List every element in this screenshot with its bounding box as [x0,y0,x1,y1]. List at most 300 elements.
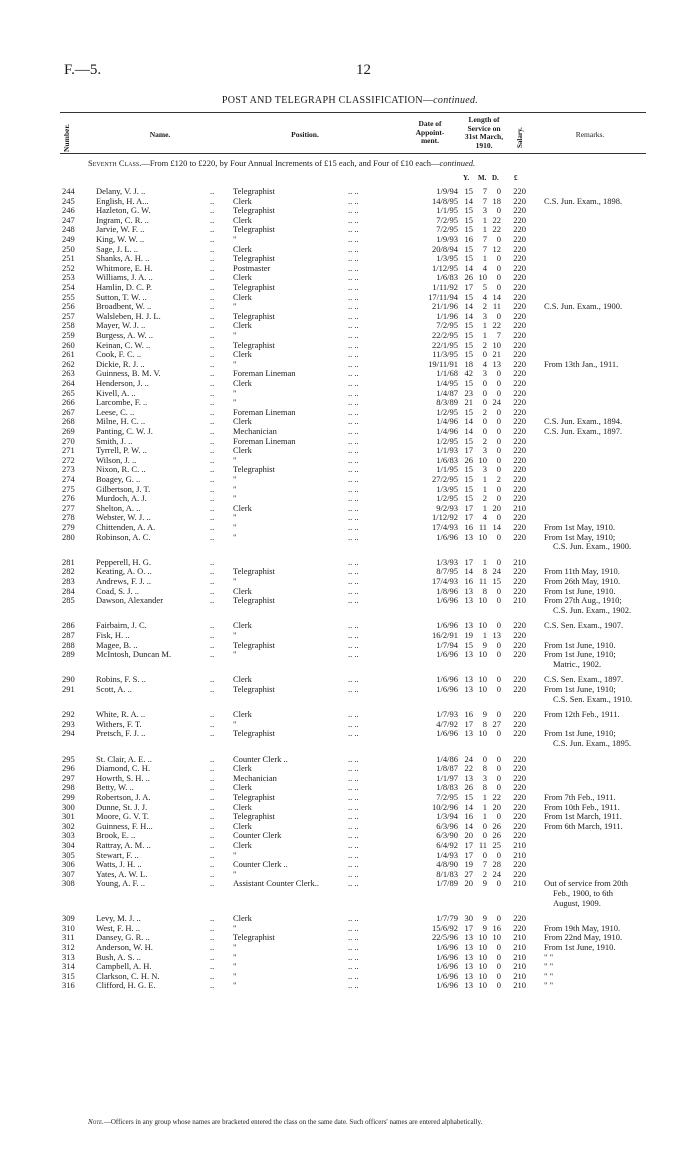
row-remarks: From 26th May, 1910. [544,576,621,586]
row-months: 9 [482,913,487,924]
row-position: " [233,718,237,729]
row-months: 3 [482,310,487,321]
row-years: 13 [464,649,473,660]
table-row [0,186,700,196]
row-months: 7 [482,234,487,244]
row-years: 20 [464,830,473,841]
row-number: 247 [62,214,75,225]
row-salary: 210 [513,961,526,972]
row-number: 308 [62,878,75,889]
row-number: 315 [62,970,75,981]
row-salary: 220 [513,205,526,216]
table-row [0,426,700,436]
row-days: 0 [496,913,501,924]
row-appointment-date: 1/12/95 [432,262,458,273]
row-months: 2 [482,868,487,879]
row-name: Sage, J. L. .. [96,243,139,254]
row-number: 267 [62,406,75,417]
row-years: 15 [464,330,473,340]
row-position: " [233,493,237,504]
leader-dots: .. .. [348,301,359,312]
row-number: 270 [62,435,75,446]
table-row [0,802,700,812]
row-remarks: C.S. Sen. Exam., 1897. [544,674,624,685]
leader-dots: .. .. [348,566,359,577]
leader-dots: .. .. [348,310,359,321]
row-months: 4 [482,262,487,273]
row-name: Keating, A. O. .. [96,566,152,577]
row-position: " [233,630,237,640]
row-salary: 220 [513,811,526,822]
row-name: Broadbent, W. .. [96,301,152,312]
row-number: 276 [62,493,75,504]
remark-continuation: Matric., 1902. [553,658,602,669]
row-years: 17 [464,840,473,850]
leader-dots: .. .. [348,435,359,446]
row-number: 274 [62,474,75,484]
row-position: " [233,301,237,312]
row-name: Levy, M. J. .. [96,913,141,924]
row-remarks: C.S. Jun. Exam., 1900. [544,301,623,312]
row-days: 14 [492,522,501,532]
row-appointment-date: 19/11/91 [428,358,458,369]
table-row [0,684,700,694]
leader-dots: .. .. [348,358,359,369]
remark-continuation: C.S. Jun. Exam., 1900. [553,541,632,552]
row-number: 277 [62,502,75,513]
row-years: 16 [464,709,473,720]
row-years: 15 [464,378,473,388]
table-row [0,719,700,729]
row-appointment-date: 1/1/68 [436,368,458,379]
row-name: Hazleton, G. W. [96,205,151,216]
row-years: 13 [464,674,473,685]
row-name: Gilbertson, J. T. [96,483,151,494]
row-years: 19 [464,859,473,870]
leader-dots: .. [210,630,215,640]
row-name: Mayer, W. J. .. [96,320,146,331]
row-position: " [233,234,237,244]
leader-dots: .. [210,291,215,302]
row-appointment-date: 1/6/96 [436,531,458,542]
row-name: Dunne, St. J. J. [96,801,148,812]
row-appointment-date: 8/1/83 [436,868,458,879]
row-salary: 220 [513,585,526,596]
row-years: 17 [464,445,473,456]
row-salary: 220 [513,522,526,532]
row-position: Clerk [233,801,252,812]
row-appointment-date: 1/3/94 [436,811,458,822]
row-months: 10 [478,684,487,694]
row-days: 0 [496,970,501,981]
row-salary: 220 [513,913,526,924]
row-days: 11 [492,301,501,312]
row-salary: 220 [513,310,526,321]
row-months: 7 [482,186,487,196]
row-months: 11 [478,576,487,586]
row-appointment-date: 1/6/83 [436,272,458,283]
leader-dots: .. .. [348,728,359,739]
row-days: 0 [496,595,501,606]
row-months: 10 [478,272,487,283]
row-salary: 220 [513,320,526,331]
row-number: 292 [62,709,75,720]
row-days: 0 [496,406,501,417]
table-row [0,196,700,206]
leader-dots: .. [210,454,215,465]
row-days: 0 [496,205,501,216]
leader-dots: .. [210,772,215,783]
row-months: 3 [482,445,487,456]
row-salary: 220 [513,253,526,264]
row-appointment-date: 1/6/96 [436,728,458,739]
table-row [0,595,700,605]
row-months: 1 [482,214,487,225]
row-salary: 220 [513,576,526,586]
row-years: 30 [464,913,473,924]
leader-dots: .. [210,531,215,542]
row-remarks: From 22nd May, 1910. [544,932,623,943]
leader-dots: .. [210,243,215,254]
row-days: 24 [492,566,501,577]
row-salary: 220 [513,531,526,542]
row-remarks: From 1st June, 1910; [544,684,616,694]
table-row [0,464,700,474]
header-number: Number. [62,124,71,152]
row-years: 15 [464,493,473,504]
row-years: 17 [464,502,473,513]
row-number: 288 [62,639,75,650]
row-position: Clerk [233,620,252,631]
row-position: Telegraphist [233,282,275,292]
row-months: 10 [478,980,487,991]
leader-dots: .. [210,224,215,235]
row-appointment-date: 7/2/95 [436,792,458,802]
table-row [0,942,700,952]
row-position: Telegraphist [233,310,275,321]
row-position: Clerk [233,913,252,924]
row-days: 0 [496,639,501,650]
leader-dots: .. .. [348,234,359,244]
row-appointment-date: 17/4/93 [432,522,458,532]
leader-dots: .. [210,649,215,660]
table-row [0,282,700,292]
row-years: 13 [464,595,473,606]
row-position: Clerk [233,320,252,331]
page-title [0,95,700,106]
leader-dots: .. [210,272,215,283]
row-position: Telegraphist [233,932,275,943]
row-name: Clifford, H. G. E. [96,980,156,991]
row-name: Betty, W. .. [96,782,134,793]
row-months: 10 [478,942,487,952]
row-months: 1 [482,224,487,235]
row-remarks: From 7th Feb., 1911. [544,792,616,802]
row-number: 285 [62,595,75,606]
row-months: 10 [478,674,487,685]
row-number: 245 [62,195,75,206]
table-row [0,532,700,542]
row-months: 1 [482,483,487,494]
row-name: Robinson, A. C. [96,531,151,542]
row-number: 316 [62,980,75,991]
header-name: Name. [149,130,171,139]
row-position: Telegraphist [233,253,275,264]
leader-dots: .. .. [348,416,359,427]
row-appointment-date: 1/6/96 [436,970,458,981]
row-position: Clerk [233,782,252,793]
row-appointment-date: 1/3/95 [436,253,458,264]
row-months: 11 [478,522,487,532]
row-days: 0 [496,378,501,388]
row-years: 13 [464,932,473,943]
row-name: Ingram, C. R. .. [96,214,149,225]
row-years: 13 [464,728,473,739]
row-salary: 220 [513,291,526,302]
table-row [0,493,700,503]
row-name: Dickie, R. J. .. [96,358,145,369]
leader-dots: .. [210,801,215,812]
row-salary: 220 [513,684,526,694]
row-position: " [233,474,237,484]
row-remarks: From 27th Aug., 1910; [544,595,622,606]
row-number: 259 [62,330,75,340]
row-years: 13 [464,684,473,694]
page-number: 12 [356,62,371,78]
leader-dots: .. .. [348,913,359,924]
table-row [0,484,700,494]
leader-dots: .. .. [348,859,359,870]
row-days: 0 [496,980,501,991]
table-row [0,630,700,640]
leader-dots: .. [210,186,215,196]
table-row [0,728,700,738]
row-months: 10 [478,649,487,660]
row-appointment-date: 1/6/96 [436,620,458,631]
leader-dots: .. .. [348,942,359,952]
table-row [0,397,700,407]
row-number: 311 [62,932,75,943]
row-remarks: From 13th Jan., 1911. [544,358,619,369]
row-name: Clarkson, C. H. N. [96,970,160,981]
row-salary: 220 [513,718,526,729]
leader-dots: .. .. [348,772,359,783]
row-number: 310 [62,922,75,933]
table-row [0,416,700,426]
row-position: Telegraphist [233,339,275,350]
row-position: Clerk [233,502,252,513]
row-remarks: From 12th Feb., 1911. [544,709,620,720]
row-salary: 220 [513,330,526,340]
table-row [0,272,700,282]
row-days: 0 [496,416,501,427]
row-years: 16 [464,522,473,532]
row-appointment-date: 7/2/95 [436,214,458,225]
row-months: 9 [482,922,487,933]
col-y-label: Y. [463,174,470,182]
row-years: 17 [464,282,473,292]
leader-dots: .. [210,932,215,943]
row-position: " [233,397,237,408]
row-days: 0 [496,753,501,764]
row-months: 9 [482,639,487,650]
table-row [0,368,700,378]
table-row [0,445,700,455]
leader-dots: .. [210,922,215,933]
row-salary: 220 [513,272,526,283]
leader-dots: .. [210,522,215,532]
row-remarks: From 1st May, 1910; [544,531,616,542]
row-position: Mechanician [233,772,277,783]
row-years: 14 [464,301,473,312]
row-days: 0 [496,772,501,783]
row-name: Jarvie, W. F. .. [96,224,145,235]
row-name: Chittenden, A. A. [96,522,156,532]
table-row [0,811,700,821]
row-position: " [233,531,237,542]
leader-dots: .. [210,753,215,764]
row-days: 22 [492,320,501,331]
row-appointment-date: 27/2/95 [432,474,458,484]
row-name: Moore, G. V. T. [96,811,149,822]
leader-dots: .. .. [348,320,359,331]
row-months: 0 [482,387,487,398]
row-appointment-date: 1/6/96 [436,961,458,972]
row-appointment-date: 6/4/92 [436,840,458,850]
row-name: Milne, H. C. .. [96,416,146,427]
leader-dots: .. .. [348,674,359,685]
row-years: 15 [464,205,473,216]
row-name: Guinness, F. H... [96,820,153,831]
row-appointment-date: 1/8/83 [436,782,458,793]
row-years: 15 [464,474,473,484]
row-years: 24 [464,753,473,764]
leader-dots: .. [210,234,215,244]
row-remarks: From 19th May, 1910. [544,922,621,933]
row-position: Telegraphist [233,595,275,606]
row-name: Smith, J. .. [96,435,133,446]
table-row [0,566,700,576]
row-days: 0 [496,674,501,685]
row-years: 13 [464,772,473,783]
leader-dots: .. .. [348,483,359,494]
leader-dots: .. [210,868,215,879]
row-salary: 220 [513,454,526,465]
row-salary: 220 [513,282,526,292]
row-days: 13 [492,358,501,369]
row-position: Mechanician [233,426,277,436]
leader-dots: .. [210,493,215,504]
row-appointment-date: 7/2/95 [436,224,458,235]
row-days: 24 [492,397,501,408]
row-days: 0 [496,368,501,379]
row-name: Andrews, F. J. .. [96,576,152,586]
row-months: 2 [482,435,487,446]
row-position: Telegraphist [233,684,275,694]
row-days: 0 [496,620,501,631]
table-row [0,407,700,417]
remark-continuation: C.S. Jun. Exam., 1895. [553,738,632,748]
row-months: 10 [478,951,487,962]
table-row [0,709,700,719]
row-position: Clerk [233,272,252,283]
row-number: 289 [62,649,75,660]
leader-dots: .. [210,763,215,774]
row-number: 305 [62,849,75,860]
row-days: 0 [496,531,501,542]
row-appointment-date: 1/6/96 [436,980,458,991]
table-row [0,754,700,764]
leader-dots: .. [210,445,215,456]
row-years: 17 [464,718,473,729]
table-row [0,253,700,263]
row-salary: 220 [513,224,526,235]
leader-dots: .. .. [348,792,359,802]
row-salary: 210 [513,932,526,943]
row-appointment-date: 14/8/95 [432,195,458,206]
row-number: 250 [62,243,75,254]
table-row [0,330,700,340]
row-number: 246 [62,205,75,216]
row-position: Clerk [233,820,252,831]
row-position: " [233,849,237,860]
row-months: 1 [482,630,487,640]
row-months: 8 [482,585,487,596]
row-position: Clerk [233,291,252,302]
row-appointment-date: 1/6/96 [436,674,458,685]
row-salary: 220 [513,339,526,350]
leader-dots: .. .. [348,195,359,206]
row-number: 297 [62,772,75,783]
row-name: Diamond, C. H. [96,763,151,774]
row-months: 7 [482,195,487,206]
row-appointment-date: 1/9/94 [436,186,458,196]
row-number: 293 [62,718,75,729]
row-remarks: C.S. Jun. Exam., 1898. [544,195,623,206]
leader-dots: .. [210,339,215,350]
row-number: 290 [62,674,75,685]
row-position: Telegraphist [233,811,275,822]
leader-dots: .. .. [348,970,359,981]
row-years: 15 [464,464,473,475]
col-pound-label: £ [514,174,518,182]
row-days: 0 [496,585,501,596]
leader-dots: .. [210,849,215,860]
row-name: Pepperell, H. G. [96,556,152,567]
row-remarks: From 1st June, 1910. [544,585,616,596]
table-row [0,436,700,446]
row-number: 244 [62,186,75,196]
row-months: 2 [482,493,487,504]
leader-dots: .. .. [348,840,359,850]
leader-dots: .. [210,330,215,340]
row-position: " [233,980,237,991]
row-number: 309 [62,913,75,924]
leader-dots: .. .. [348,214,359,225]
row-salary: 220 [513,406,526,417]
leader-dots: .. [210,416,215,427]
row-years: 27 [464,868,473,879]
row-days: 22 [492,792,501,802]
row-days: 15 [492,576,501,586]
leader-dots: .. [210,253,215,264]
row-months: 10 [478,970,487,981]
row-name: Keinan, C. W. .. [96,339,151,350]
leader-dots: .. [210,830,215,841]
row-position: Telegraphist [233,464,275,475]
row-position: " [233,951,237,962]
row-months: 1 [482,556,487,567]
